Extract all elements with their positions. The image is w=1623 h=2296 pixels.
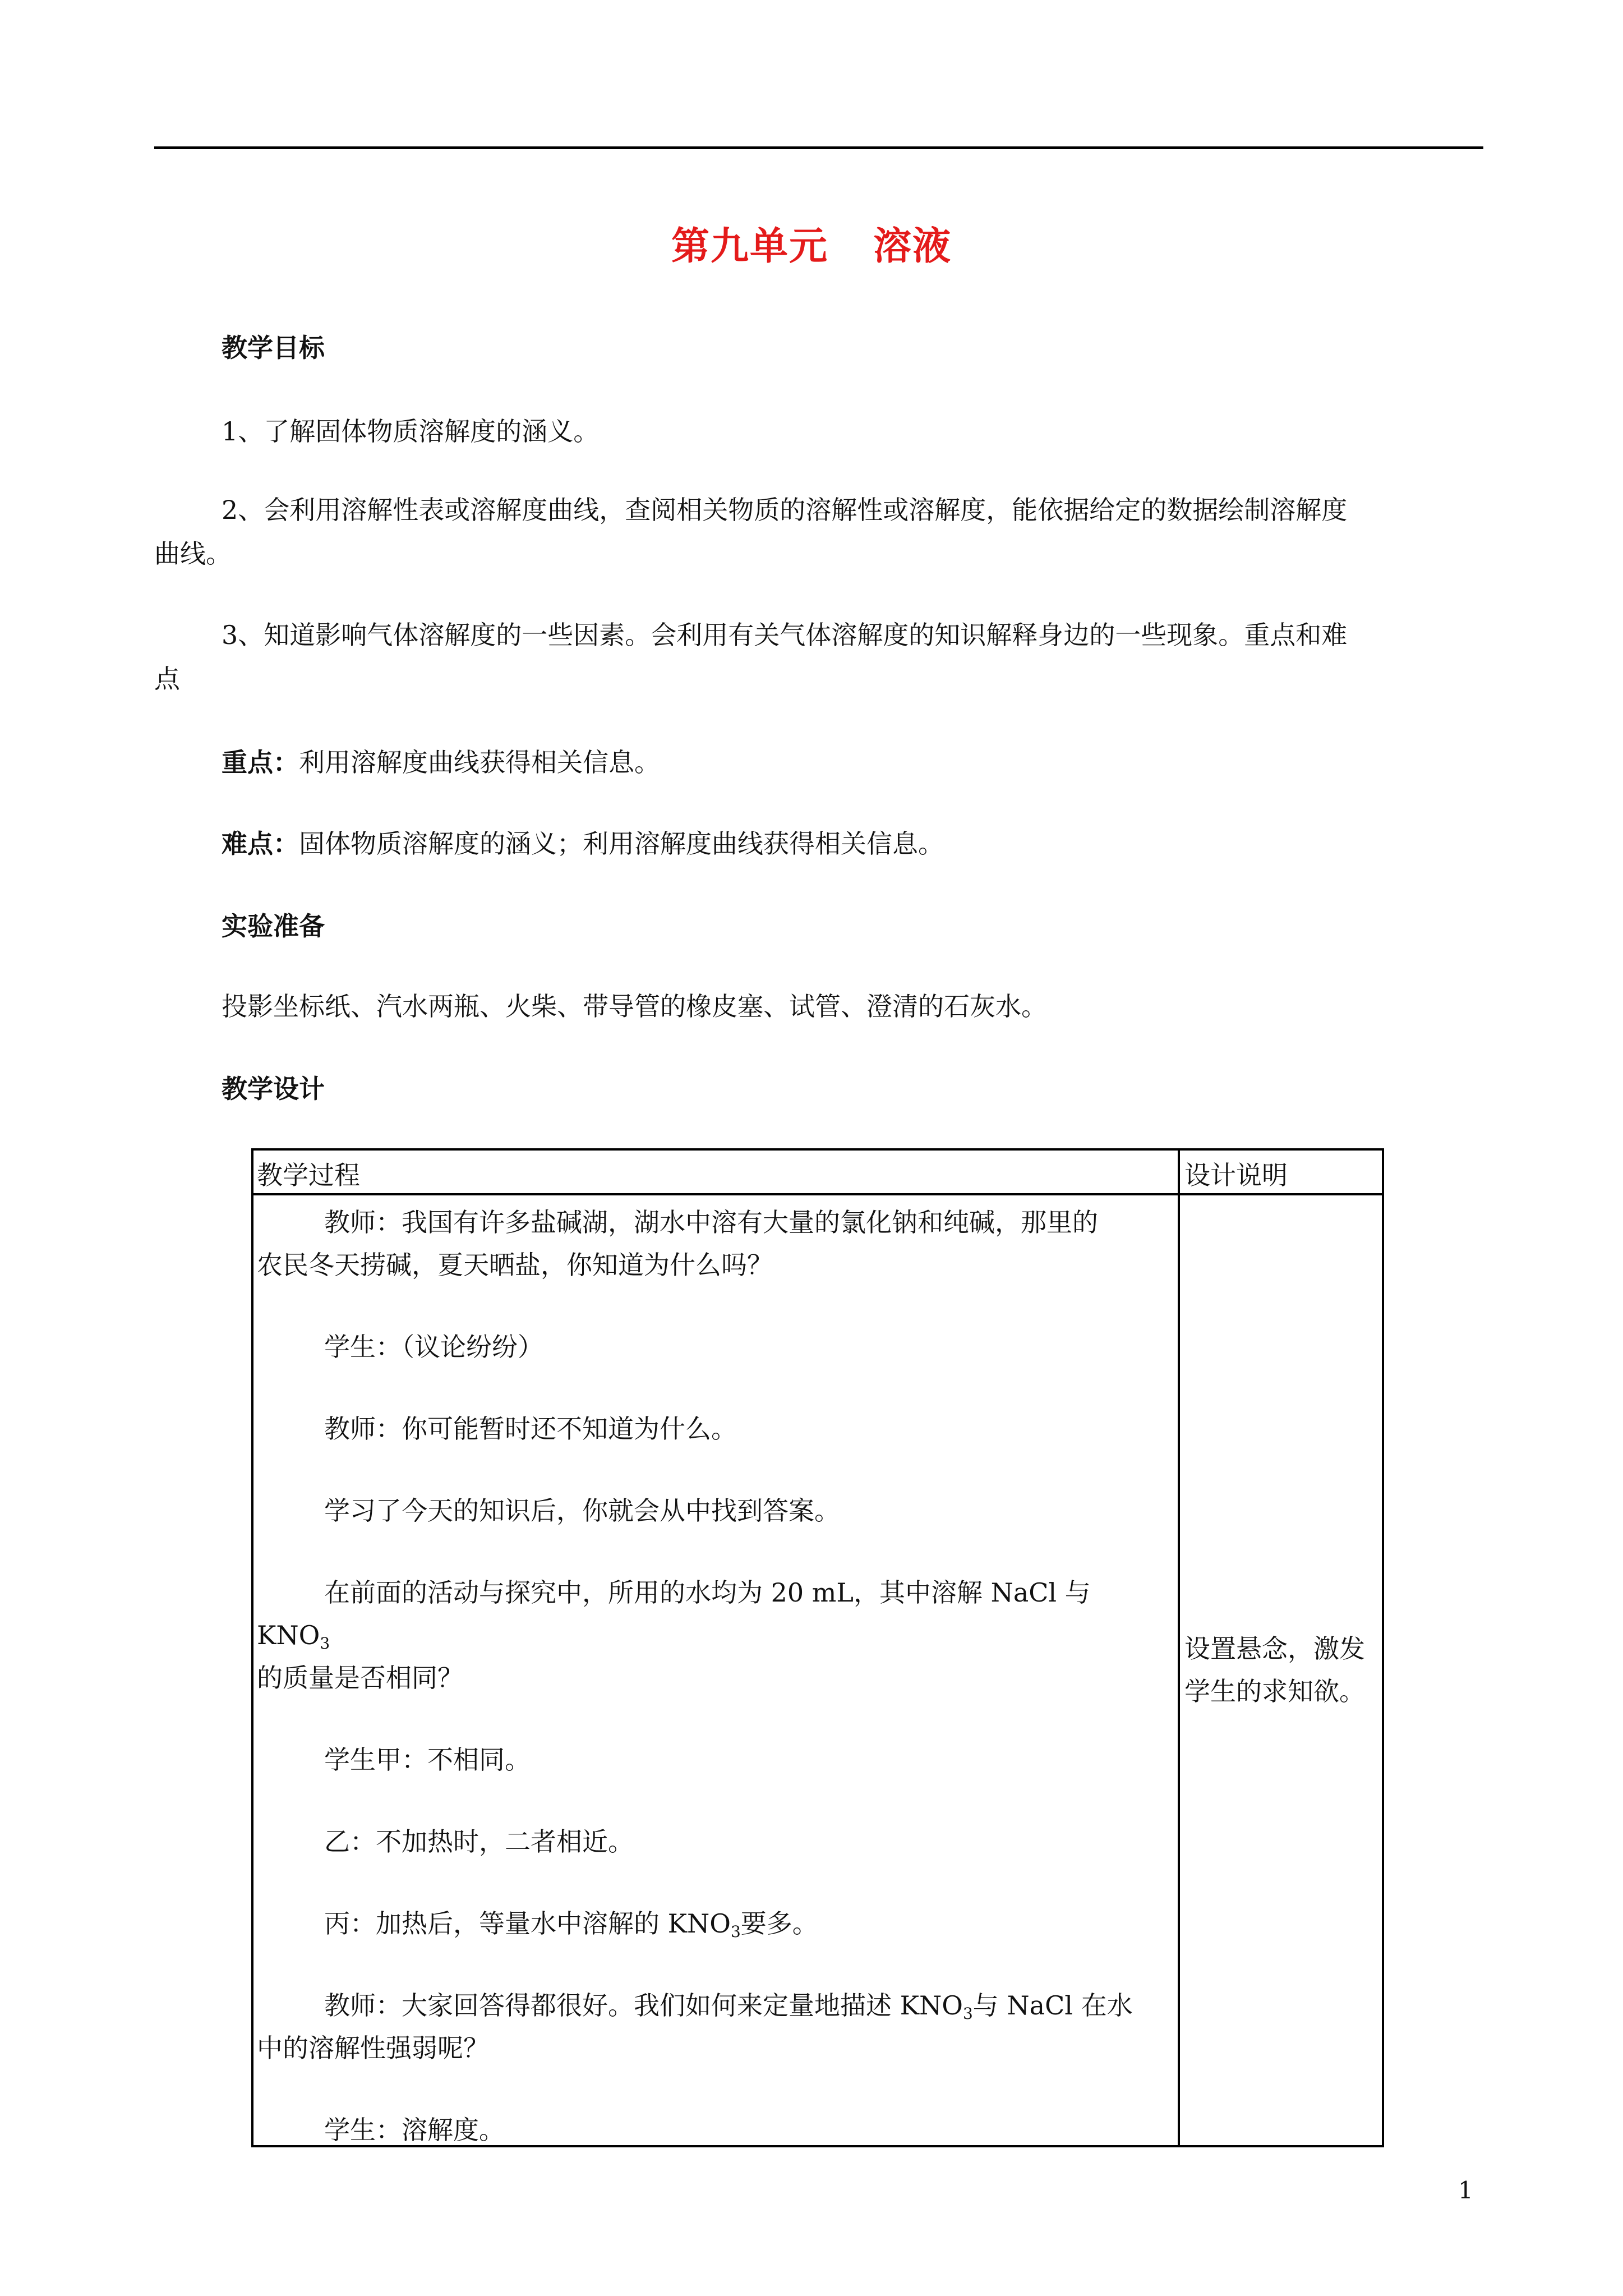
dialogue-8 [257,1902,1171,1945]
focus-point [222,740,1551,784]
dialogue-10-text: 学生：溶解度。 [324,2115,505,2145]
difficulty-text: 固体物质溶解度的涵义；利用溶解度曲线获得相关信息。 [299,829,944,859]
dialogue-9-part1: 教师：大家回答得都很好。我们如何来定量地描述 KNO [324,1990,963,2021]
focus-label: 重点： [222,747,299,777]
header-rule [154,146,1483,149]
dialogue-3-text: 教师：你可能暂时还不知道为什么。 [324,1414,737,1444]
difficulty-point [222,822,1551,866]
objective-1 [154,409,1483,453]
objective-2-line2: 曲线。 [154,539,232,569]
dialogue-8-subscript: 3 [730,1922,741,1941]
dialogue-3 [257,1407,1171,1450]
dialogue-6-text: 学生甲：不相同。 [324,1745,531,1775]
dialogue-4-text: 学习了今天的知识后，你就会从中找到答案。 [324,1496,840,1526]
dialogue-9-subscript: 3 [962,2004,973,2023]
dialogue-8-part1: 丙：加热后，等量水中溶解的 KNO [324,1908,731,1939]
dialogue-9-part2: 与 NaCl 在水 [972,1990,1133,2021]
dialogue-10 [257,2109,1171,2151]
objective-2-line1: 2、会利用溶解性表或溶解度曲线，查阅相关物质的溶解性或溶解度，能依据给定的数据绘制溶解度 [222,495,1348,525]
page-number: 1 [1458,2177,1473,2204]
table-column-divider [1178,1151,1180,2145]
table-header-notes: 设计说明 [1184,1160,1288,1190]
dialogue-5-line2: 的质量是否相同？ [257,1663,463,1693]
objective-1-text: 1、了解固体物质溶解度的涵义。 [222,416,600,447]
objectives-heading: 教学目标 [222,333,325,363]
dialogue-2-text: 学生：（议论纷纷） [324,1332,543,1362]
objective-3-line1: 3、知道影响气体溶解度的一些因素。会利用有关气体溶解度的知识解释身边的一些现象。重点和难 [222,620,1348,650]
preparation-text [154,984,1483,1028]
dialogue-5-subscript: 3 [320,1634,330,1653]
dialogue-8-part2: 要多。 [740,1908,818,1939]
dialogue-2 [257,1326,1171,1368]
preparation-list: 投影坐标纸、汽水两瓶、火柴、带导管的橡皮塞、试管、澄清的石灰水。 [222,991,1047,1022]
focus-text: 利用溶解度曲线获得相关信息。 [299,747,660,777]
difficulty-label: 难点： [222,829,299,859]
note-line1: 设置悬念，激发 [1184,1634,1365,1664]
preparation-heading: 实验准备 [222,911,325,941]
dialogue-1-line2: 农民冬天捞碱，夏天晒盐，你知道为什么吗？ [257,1250,773,1280]
objective-3 [154,613,1483,701]
dialogue-7-text: 乙：不加热时，二者相近。 [324,1826,634,1857]
dialogue-6 [257,1738,1171,1781]
design-heading: 教学设计 [222,1074,325,1104]
dialogue-9 [257,1984,1171,2069]
page-title [0,216,1623,270]
design-table [251,1148,1384,2147]
table-header-process: 教学过程 [257,1160,360,1190]
dialogue-5 [257,1571,1171,1699]
dialogue-4 [257,1489,1171,1532]
objective-3-line2: 点 [154,664,180,694]
title-topic: 溶液 [873,224,952,269]
title-unit: 第九单元 [671,224,828,269]
note-line2: 学生的求知欲。 [1184,1676,1365,1706]
objective-2 [154,488,1483,576]
dialogue-5-line1: 在前面的活动与探究中，所用的水均为 20 mL，其中溶解 NaCl 与 KNO [257,1577,1091,1650]
dialogue-7 [257,1820,1171,1863]
notes-cell [1184,1627,1381,1713]
table-header-divider [253,1193,1382,1195]
dialogue-1 [257,1201,1171,1286]
process-cell [257,1201,1171,2151]
dialogue-1-line1: 教师：我国有许多盐碱湖，湖水中溶有大量的氯化钠和纯碱，那里的 [324,1207,1098,1237]
dialogue-9-line2: 中的溶解性强弱呢？ [257,2033,489,2063]
